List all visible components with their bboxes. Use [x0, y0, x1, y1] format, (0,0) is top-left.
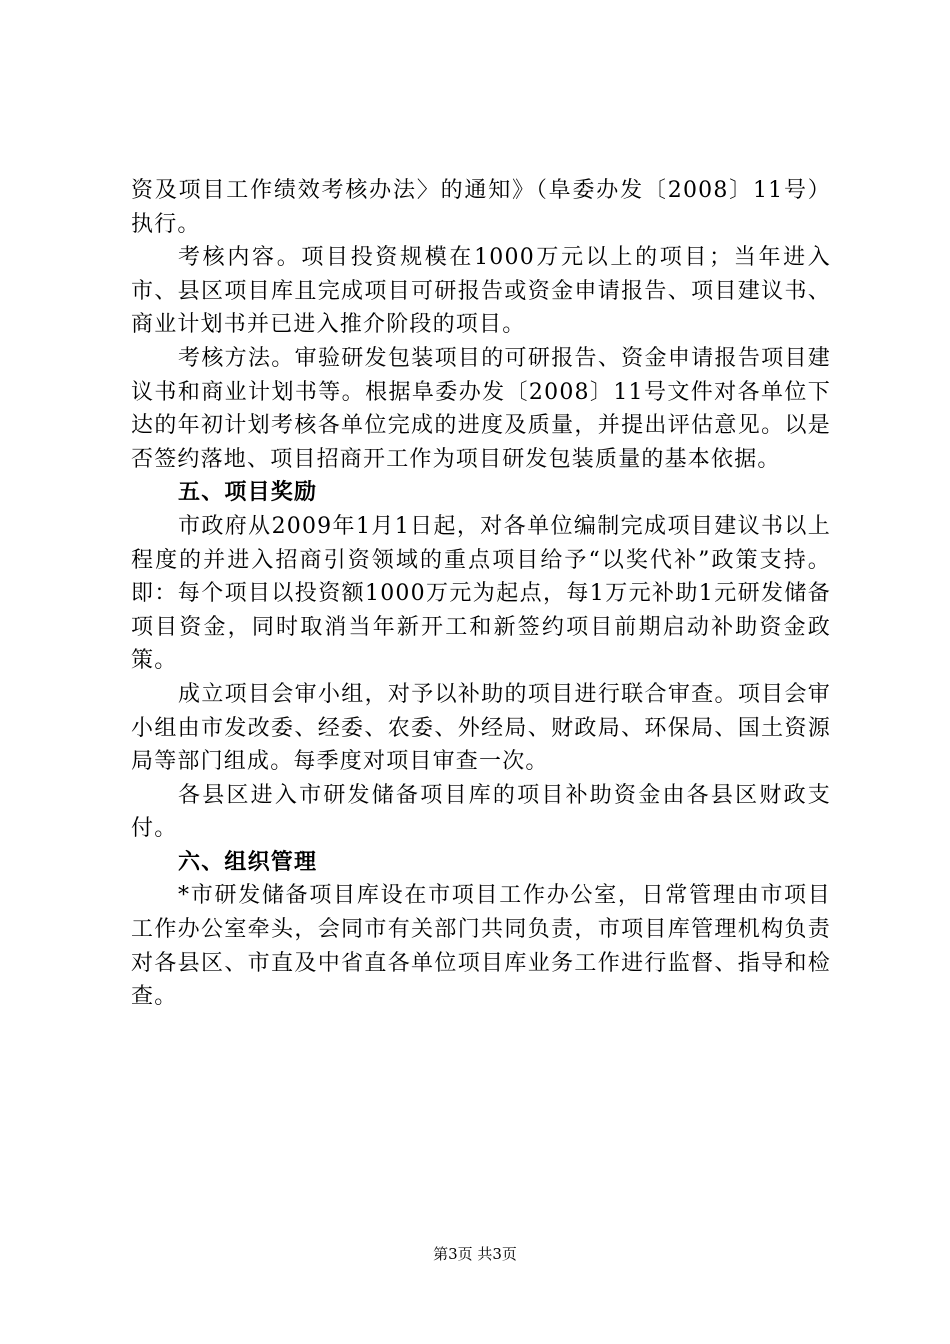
paragraph-assessment-method: 考核方法。审验研发包装项目的可研报告、资金申请报告项目建议书和商业计划书等。根据阜委办发〔2008〕11号文件对各单位下达的年初计划考核各单位完成的进度及质量，并提出评估意见。以是否签约落地、项目招商开工作为项目研发包装质量的基本依据。 — [131, 345, 831, 472]
section-heading-organization-management: 六、组织管理 — [178, 849, 318, 875]
page-footer: 第3页 共3页 — [433, 1245, 517, 1263]
paragraph-organization: *市研发储备项目库设在市项目工作办公室，日常管理由市项目工作办公室牵头，会同市有关部门共同负责，市项目库管理机构负责对各县区、市直及中省直各单位项目库业务工作进行监督、指导和检查。 — [131, 883, 831, 1010]
paragraph-assessment-content: 考核内容。项目投资规模在1000万元以上的项目；当年进入市、县区项目库且完成项目可研报告或资金申请报告、项目建议书、商业计划书并已进入推介阶段的项目。 — [131, 245, 831, 338]
paragraph-review-group: 成立项目会审小组，对予以补助的项目进行联合审查。项目会审小组由市发改委、经委、农委、外经局、财政局、环保局、国土资源局等部门组成。每季度对项目审查一次。 — [131, 681, 831, 775]
paragraph-continuation: 资及项目工作绩效考核办法〉的通知》（阜委办发〔2008〕11号）执行。 — [131, 178, 831, 237]
section-heading-project-reward: 五、项目奖励 — [178, 480, 318, 506]
paragraph-county-funding: 各县区进入市研发储备项目库的项目补助资金由各县区财政支付。 — [131, 782, 831, 842]
paragraph-reward-policy: 市政府从2009年1月1日起，对各单位编制完成项目建议书以上程度的并进入招商引资领域的重点项目给予“以奖代补”政策支持。即：每个项目以投资额1000万元为起点，每1万元补助1元研发储备项目资金，同时取消当年新开工和新签约项目前期启动补助资金政策。 — [131, 513, 831, 674]
document-body — [131, 174, 831, 1014]
